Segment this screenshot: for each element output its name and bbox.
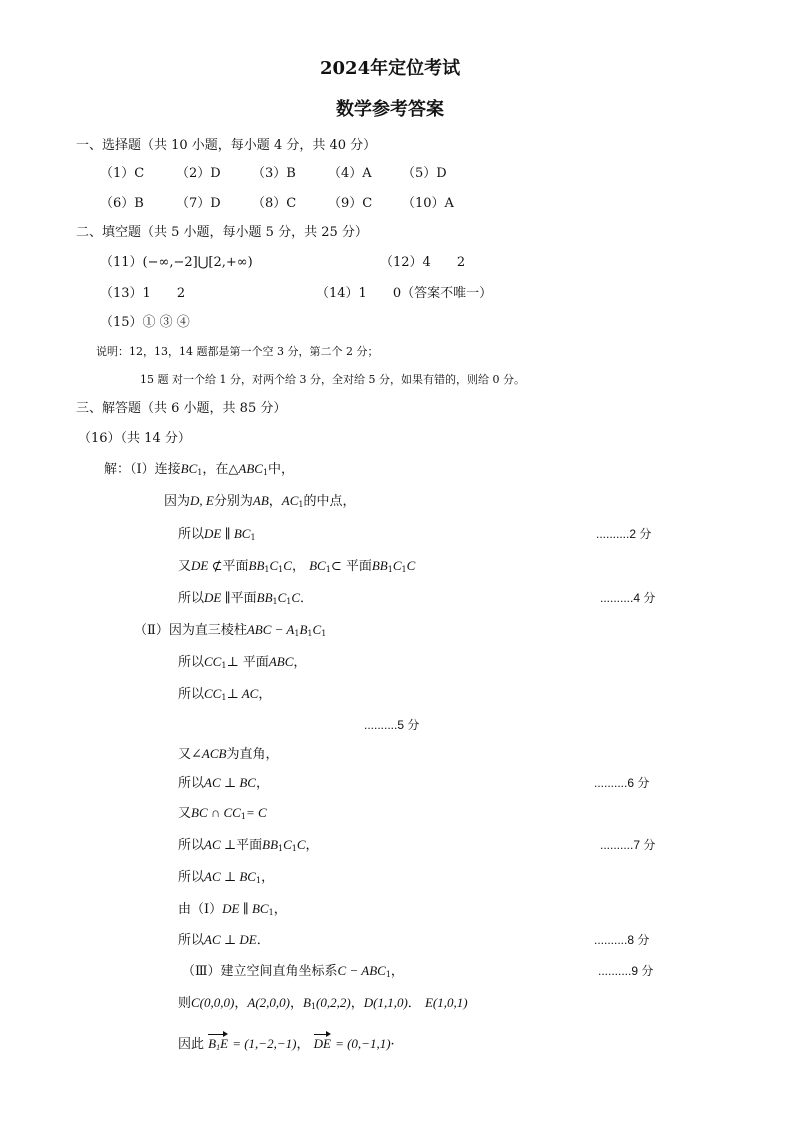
- solution-line: 由（Ⅰ）DE ∥ $BC_1$，: [178, 901, 287, 917]
- solution-line: （Ⅲ）建立空间直角坐标系$C - ABC_1$，: [182, 963, 404, 979]
- score-marker: ..........9 分: [598, 964, 654, 978]
- solution-line: 又DE ⊄平面$BB_1C_1C$， $BC_1\subset$ 平面$BB_1C_1C$: [178, 558, 416, 574]
- solution-line: 解：（Ⅰ）连接$BC_1$，在$\triangle ABC_1$中，: [104, 461, 295, 477]
- answer-15: （15）① ③ ④: [100, 315, 190, 330]
- answer-13: （13）1 2: [100, 286, 186, 301]
- solution-line: 所以AC ⊥平面$BB_1C_1C$，: [178, 837, 319, 853]
- solution-line: 所以DE ∥平面$BB_1C_1C$．: [178, 590, 314, 606]
- scoring-note-2: 15 题 对一个给 1 分，对两个给 3 分，全对给 5 分，如果有错的，则给 0 分。: [140, 373, 525, 386]
- solution-line: 所以AC ⊥ DE．: [178, 932, 270, 948]
- solution-line: 所以AC ⊥ BC，: [178, 775, 269, 791]
- score-marker: ..........6 分: [594, 776, 650, 790]
- score-marker: ..........8 分: [594, 933, 650, 947]
- score-marker: ..........4 分: [600, 591, 656, 605]
- scoring-note-1: 说明：12，13，14 题都是第一个空 3 分，第二个 2 分；: [96, 345, 379, 358]
- answer-12: （12）4 2: [380, 255, 466, 270]
- solution-line: 所以DE ∥ $BC_1$: [178, 526, 256, 542]
- answer-9: （9）C: [328, 196, 373, 211]
- vector-de: DE: [313, 1036, 331, 1051]
- answer-1: （1）C: [100, 166, 145, 181]
- question-16-heading: （16）（共 14 分）: [78, 431, 191, 446]
- score-marker: ..........2 分: [596, 527, 652, 541]
- page-title: 2024年定位考试: [320, 58, 461, 79]
- score-marker: ..........5 分: [364, 718, 420, 732]
- solution-line: 所以AC ⊥ $BC_1$，: [178, 869, 275, 885]
- answer-8: （8）C: [252, 196, 297, 211]
- solution-line: 所以$CC_1\perp$ AC，: [178, 686, 272, 702]
- section-heading-choice: 一、选择题（共 10 小题，每小题 4 分，共 40 分）: [76, 138, 377, 153]
- answer-2: （2）D: [176, 166, 221, 181]
- answer-4: （4）A: [328, 166, 372, 181]
- answer-7: （7）D: [176, 196, 221, 211]
- solution-line: 因此 $B_1E = (1,-2,-1)$， DE = (0,−1,1)·: [178, 1036, 395, 1056]
- answer-5: （5）D: [402, 166, 447, 181]
- solution-line: （Ⅱ）因为直三棱柱ABC − $A_1B_1C_1$: [134, 622, 327, 638]
- solution-line: 因为D, E分别为AB，$AC_1$的中点，: [164, 493, 356, 509]
- answer-3: （3）B: [252, 166, 296, 181]
- answer-10: （10）A: [402, 196, 454, 211]
- answer-14: （14）1 0（答案不唯一）: [316, 286, 493, 301]
- section-heading-solve: 三、解答题（共 6 小题，共 85 分）: [76, 401, 287, 416]
- answer-11: （11）(−∞,−2]⋃[2,+∞): [100, 255, 253, 270]
- answer-6: （6）B: [100, 196, 144, 211]
- solution-line: 所以$CC_1\perp$ 平面ABC，: [178, 654, 307, 670]
- page-subtitle: 数学参考答案: [336, 99, 444, 120]
- solution-line: 又BC ∩ $CC_1= C$: [178, 805, 267, 821]
- solution-line: 又∠ACB为直角，: [178, 746, 279, 762]
- score-marker: ..........7 分: [600, 838, 656, 852]
- vector-b1e: $B_1E$: [208, 1036, 228, 1056]
- section-heading-fill: 二、填空题（共 5 小题，每小题 5 分，共 25 分）: [76, 225, 368, 240]
- solution-line: 则C(0,0,0)，A(2,0,0)，$B_1(0,2,2)$，D(1,1,0)． E(1,0,1): [178, 995, 468, 1011]
